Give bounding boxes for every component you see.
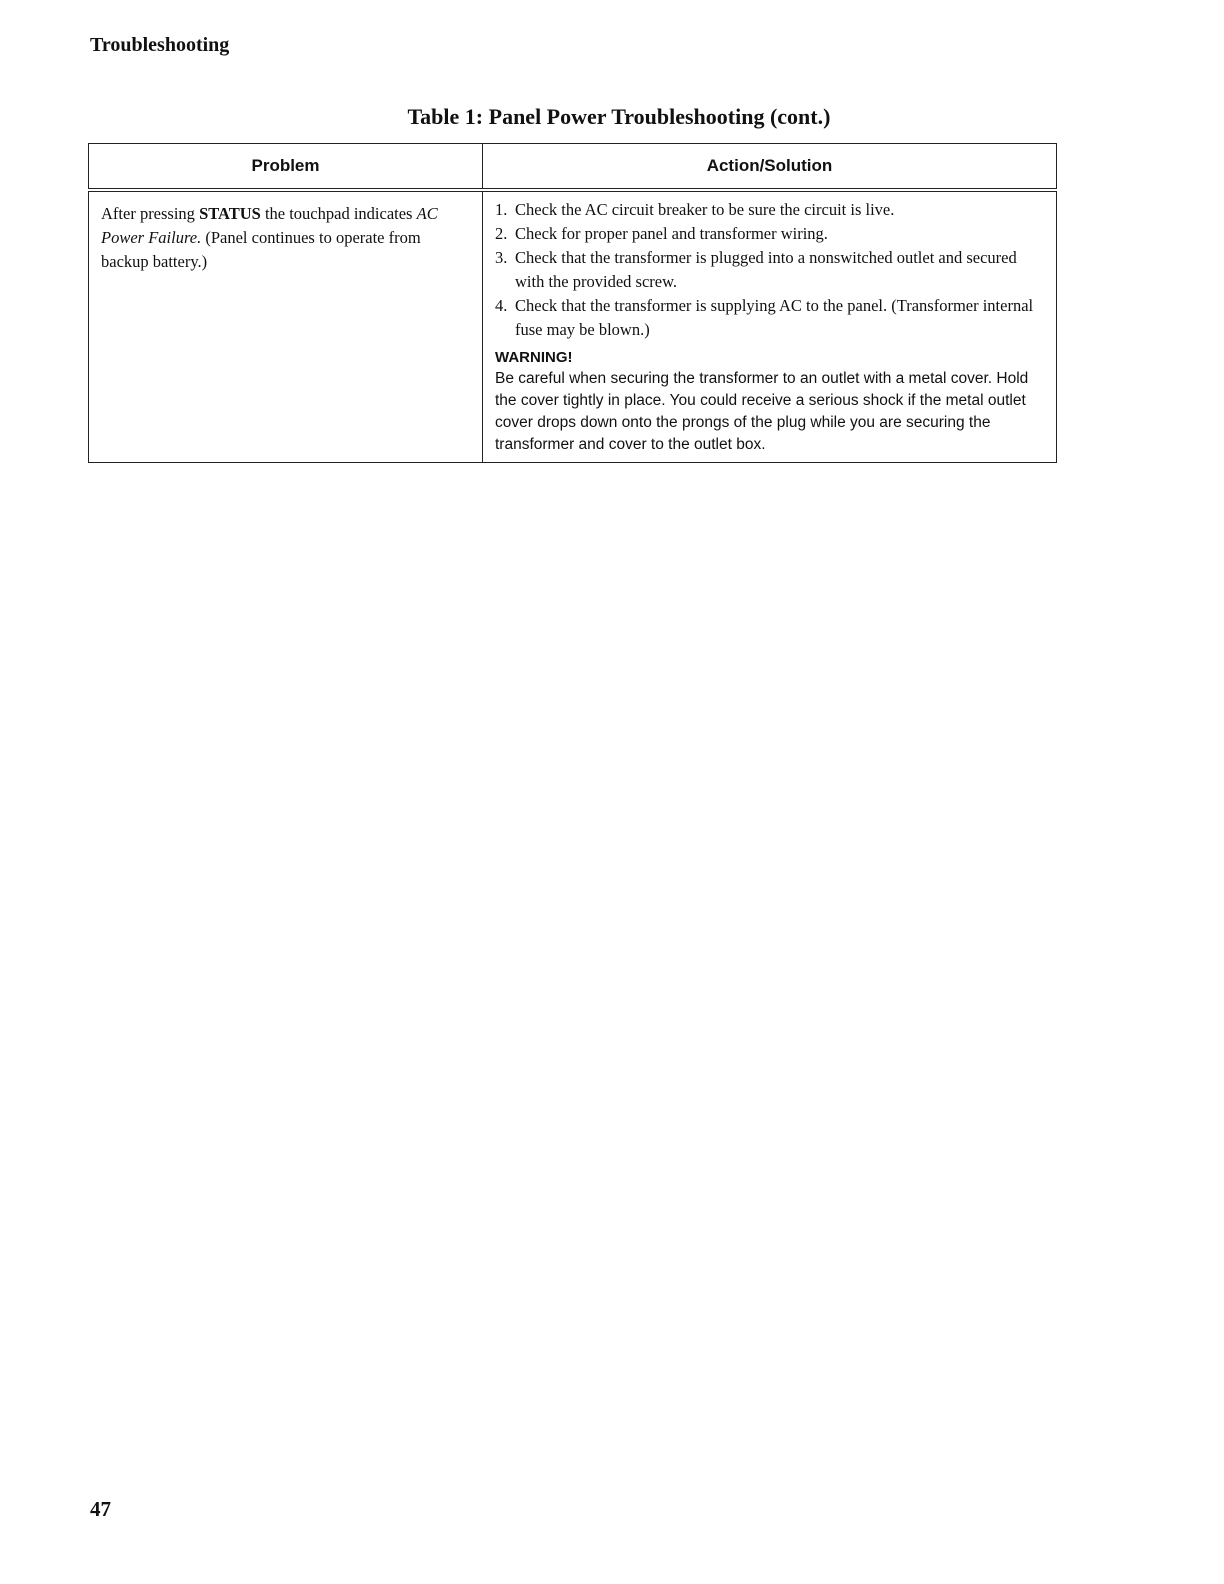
problem-text-prefix: After pressing	[101, 204, 200, 223]
step-number: 2.	[495, 224, 508, 243]
step-text: Check for proper panel and transformer wiring.	[515, 224, 828, 243]
troubleshooting-table	[88, 143, 1057, 463]
table-header-row	[89, 144, 1057, 191]
list-item	[495, 246, 1042, 294]
step-number: 4.	[495, 296, 508, 315]
column-header-action: Action/Solution	[483, 144, 1057, 191]
status-keyword: STATUS	[199, 204, 261, 223]
list-item	[495, 294, 1042, 342]
list-item	[495, 198, 1042, 222]
problem-text-middle: the touchpad indicates	[260, 204, 417, 223]
action-cell	[483, 190, 1057, 463]
column-header-problem: Problem	[89, 144, 483, 191]
warning-text: Be careful when securing the transformer to an outlet with a metal cover. Hold the cover tightly in place. You could receive a serious shock if the metal outlet cover drops down onto the prongs of the plug while you are securing the transformer and cover to the outlet box.	[495, 370, 1029, 453]
step-text: Check that the transformer is plugged into a nonswitched outlet and secured with the provided screw.	[515, 248, 1017, 291]
running-head: Troubleshooting	[90, 34, 230, 56]
list-item	[495, 222, 1042, 246]
problem-text-suffix: (Panel continues to operate from backup battery.)	[101, 228, 421, 271]
page-number: 47	[90, 1497, 111, 1521]
step-number: 1.	[495, 200, 508, 219]
warning-heading: WARNING!	[495, 349, 573, 366]
table-title: Table 1: Panel Power Troubleshooting (cont.)	[407, 104, 831, 129]
step-text: Check the AC circuit breaker to be sure the circuit is live.	[515, 200, 895, 219]
action-steps-list	[495, 198, 1042, 342]
step-text: Check that the transformer is supplying AC to the panel. (Transformer internal fuse may be blown.)	[515, 296, 1034, 339]
ac-power-failure-message: AC Power Failure.	[101, 204, 438, 247]
table-row	[89, 190, 1057, 463]
problem-cell	[89, 190, 483, 463]
step-number: 3.	[495, 248, 508, 267]
